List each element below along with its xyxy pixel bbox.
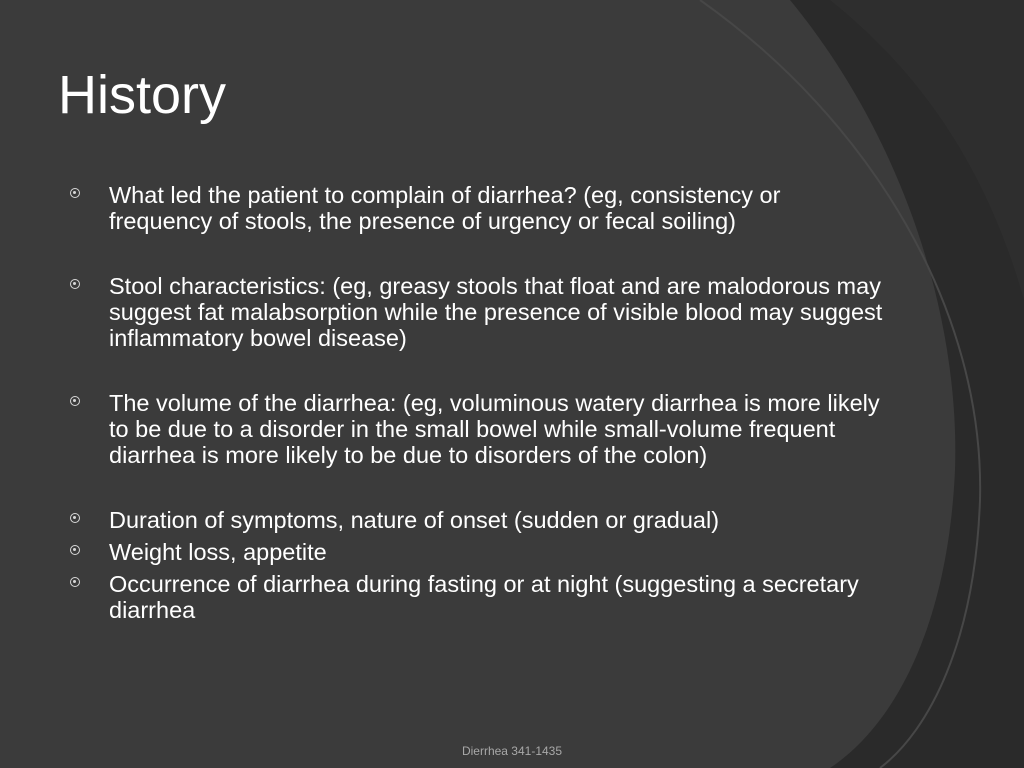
bullet-item: [64, 273, 884, 351]
bullet-text: Stool characteristics: (eg, greasy stools that float and are malodorous may suggest fat malabsorption while the presence of visible blood may suggest inflammatory bowel disease): [109, 273, 883, 351]
bullet-item: [64, 390, 884, 468]
slide-footer: Dierrhea 341-1435: [461, 744, 563, 758]
bullet-item: [64, 539, 884, 565]
bullet-item: [64, 571, 884, 623]
bullet-text: The volume of the diarrhea: (eg, voluminous watery diarrhea is more likely to be due to a disorder in the small bowel while small-volume frequent diarrhea is more likely to be due to disorders of the colon): [109, 390, 880, 468]
bullet-list: [64, 182, 884, 623]
circled-dot-icon: [70, 188, 80, 198]
bullet-text: Duration of symptoms, nature of onset (sudden or gradual): [109, 507, 720, 533]
circled-dot-icon: [70, 545, 80, 555]
bullet-text: What led the patient to complain of diarrhea? (eg, consistency or frequency of stools, the presence of urgency or fecal soiling): [109, 182, 781, 234]
circled-dot-icon: [70, 513, 80, 523]
slide-title: History: [58, 65, 227, 125]
bullet-text: Weight loss, appetite: [109, 539, 327, 565]
circled-dot-icon: [70, 577, 80, 587]
bullet-item: [64, 182, 884, 234]
bullet-text: Occurrence of diarrhea during fasting or at night (suggesting a secretary diarrhea: [109, 571, 859, 623]
bullet-item: [64, 507, 884, 533]
circled-dot-icon: [70, 396, 80, 406]
circled-dot-icon: [70, 279, 80, 289]
